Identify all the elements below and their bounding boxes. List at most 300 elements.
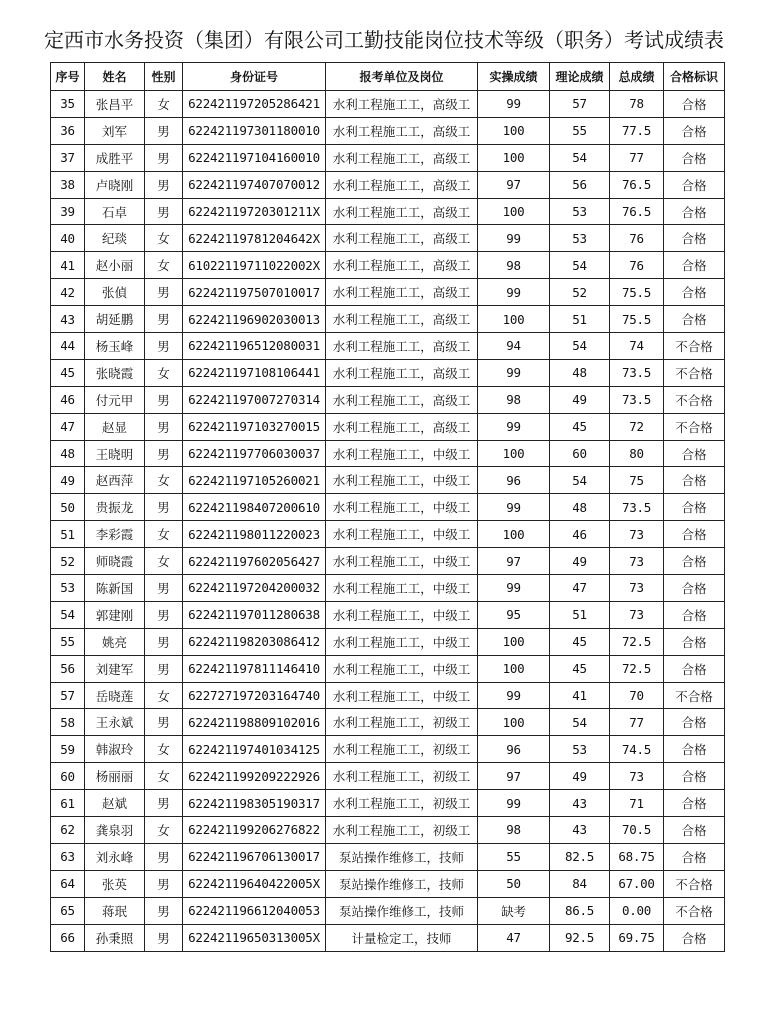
theory-score: 49 — [550, 763, 610, 790]
header-row — [51, 63, 725, 91]
gender: 女 — [145, 359, 183, 386]
practical-score: 99 — [478, 279, 550, 306]
pass-status: 合格 — [664, 790, 725, 817]
practical-score: 99 — [478, 359, 550, 386]
row-number: 53 — [51, 575, 85, 602]
pass-status: 合格 — [664, 763, 725, 790]
theory-score: 53 — [550, 198, 610, 225]
person-name: 石卓 — [85, 198, 145, 225]
row-number: 36 — [51, 117, 85, 144]
id-number: 622421197507010017 — [183, 279, 326, 306]
table-row — [51, 279, 725, 306]
unit-and-post: 水利工程施工工，高级工 — [326, 306, 478, 333]
person-name: 张晓霞 — [85, 359, 145, 386]
table-row — [51, 386, 725, 413]
id-number: 622421197103270015 — [183, 413, 326, 440]
person-name: 郭建刚 — [85, 601, 145, 628]
theory-score: 47 — [550, 575, 610, 602]
table-row — [51, 117, 725, 144]
unit-and-post: 水利工程施工工，中级工 — [326, 494, 478, 521]
total-score: 73.5 — [610, 494, 664, 521]
person-name: 杨玉峰 — [85, 333, 145, 360]
unit-and-post: 水利工程施工工，高级工 — [326, 117, 478, 144]
practical-score: 97 — [478, 548, 550, 575]
table-row — [51, 91, 725, 118]
pass-status: 不合格 — [664, 359, 725, 386]
table-row — [51, 548, 725, 575]
theory-score: 57 — [550, 91, 610, 118]
table-row — [51, 171, 725, 198]
id-number: 622421198407200610 — [183, 494, 326, 521]
theory-score: 49 — [550, 386, 610, 413]
unit-and-post: 水利工程施工工，中级工 — [326, 467, 478, 494]
unit-and-post: 水利工程施工工，中级工 — [326, 682, 478, 709]
theory-score: 86.5 — [550, 897, 610, 924]
gender: 女 — [145, 817, 183, 844]
theory-score: 60 — [550, 440, 610, 467]
theory-score: 48 — [550, 494, 610, 521]
unit-and-post: 水利工程施工工，高级工 — [326, 359, 478, 386]
practical-score: 94 — [478, 333, 550, 360]
id-number: 622421197104160010 — [183, 144, 326, 171]
pass-status: 合格 — [664, 225, 725, 252]
table-row — [51, 333, 725, 360]
total-score: 74 — [610, 333, 664, 360]
unit-and-post: 水利工程施工工，高级工 — [326, 333, 478, 360]
theory-score: 54 — [550, 333, 610, 360]
id-number: 622421198011220023 — [183, 521, 326, 548]
practical-score: 95 — [478, 601, 550, 628]
total-score: 76.5 — [610, 198, 664, 225]
practical-score: 100 — [478, 144, 550, 171]
practical-score: 100 — [478, 306, 550, 333]
practical-score: 96 — [478, 467, 550, 494]
total-score: 76 — [610, 225, 664, 252]
theory-score: 54 — [550, 467, 610, 494]
unit-and-post: 水利工程施工工，高级工 — [326, 91, 478, 118]
gender: 男 — [145, 897, 183, 924]
unit-and-post: 水利工程施工工，中级工 — [326, 628, 478, 655]
person-name: 王晓明 — [85, 440, 145, 467]
row-number: 46 — [51, 386, 85, 413]
table-row — [51, 870, 725, 897]
row-number: 49 — [51, 467, 85, 494]
row-number: 60 — [51, 763, 85, 790]
row-number: 43 — [51, 306, 85, 333]
person-name: 张英 — [85, 870, 145, 897]
row-number: 37 — [51, 144, 85, 171]
pass-status: 不合格 — [664, 413, 725, 440]
id-number: 622421197204200032 — [183, 575, 326, 602]
person-name: 张昌平 — [85, 91, 145, 118]
id-number: 62242119720301211X — [183, 198, 326, 225]
gender: 男 — [145, 413, 183, 440]
practical-score: 99 — [478, 575, 550, 602]
person-name: 刘建军 — [85, 655, 145, 682]
practical-score: 99 — [478, 225, 550, 252]
pass-status: 不合格 — [664, 682, 725, 709]
practical-score: 97 — [478, 171, 550, 198]
table-row — [51, 709, 725, 736]
practical-score: 47 — [478, 924, 550, 951]
table-row — [51, 897, 725, 924]
person-name: 王永斌 — [85, 709, 145, 736]
unit-and-post: 水利工程施工工，高级工 — [326, 413, 478, 440]
unit-and-post: 水利工程施工工，高级工 — [326, 386, 478, 413]
person-name: 张偵 — [85, 279, 145, 306]
gender: 男 — [145, 333, 183, 360]
pass-status: 合格 — [664, 91, 725, 118]
unit-and-post: 水利工程施工工，初级工 — [326, 709, 478, 736]
unit-and-post: 水利工程施工工，高级工 — [326, 171, 478, 198]
table-row — [51, 790, 725, 817]
gender: 女 — [145, 736, 183, 763]
total-score: 77 — [610, 709, 664, 736]
gender: 男 — [145, 171, 183, 198]
id-number: 622421196902030013 — [183, 306, 326, 333]
row-number: 55 — [51, 628, 85, 655]
pass-status: 合格 — [664, 575, 725, 602]
total-score: 67.00 — [610, 870, 664, 897]
table-row — [51, 575, 725, 602]
theory-score: 41 — [550, 682, 610, 709]
total-score: 80 — [610, 440, 664, 467]
theory-score: 45 — [550, 655, 610, 682]
practical-score: 100 — [478, 521, 550, 548]
person-name: 蒋珉 — [85, 897, 145, 924]
gender: 男 — [145, 494, 183, 521]
pass-status: 合格 — [664, 843, 725, 870]
id-number: 622421198809102016 — [183, 709, 326, 736]
theory-score: 92.5 — [550, 924, 610, 951]
id-number: 622421199209222926 — [183, 763, 326, 790]
header-total: 总成绩 — [610, 63, 664, 91]
total-score: 72.5 — [610, 655, 664, 682]
gender: 男 — [145, 386, 183, 413]
practical-score: 缺考 — [478, 897, 550, 924]
practical-score: 97 — [478, 763, 550, 790]
person-name: 杨丽丽 — [85, 763, 145, 790]
header-theory: 理论成绩 — [550, 63, 610, 91]
total-score: 72.5 — [610, 628, 664, 655]
person-name: 赵西萍 — [85, 467, 145, 494]
id-number: 622421197811146410 — [183, 655, 326, 682]
person-name: 韩淑玲 — [85, 736, 145, 763]
row-number: 62 — [51, 817, 85, 844]
person-name: 刘永峰 — [85, 843, 145, 870]
pass-status: 合格 — [664, 601, 725, 628]
row-number: 45 — [51, 359, 85, 386]
id-number: 622421197007270314 — [183, 386, 326, 413]
theory-score: 82.5 — [550, 843, 610, 870]
person-name: 岳晓莲 — [85, 682, 145, 709]
header-post: 报考单位及岗位 — [326, 63, 478, 91]
table-row — [51, 924, 725, 951]
pass-status: 合格 — [664, 198, 725, 225]
id-number: 622727197203164740 — [183, 682, 326, 709]
row-number: 56 — [51, 655, 85, 682]
row-number: 41 — [51, 252, 85, 279]
pass-status: 合格 — [664, 467, 725, 494]
unit-and-post: 泵站操作维修工，技师 — [326, 897, 478, 924]
total-score: 73.5 — [610, 386, 664, 413]
unit-and-post: 水利工程施工工，中级工 — [326, 575, 478, 602]
gender: 女 — [145, 467, 183, 494]
gender: 女 — [145, 521, 183, 548]
person-name: 贵振龙 — [85, 494, 145, 521]
practical-score: 100 — [478, 440, 550, 467]
person-name: 刘军 — [85, 117, 145, 144]
unit-and-post: 水利工程施工工，初级工 — [326, 817, 478, 844]
theory-score: 46 — [550, 521, 610, 548]
table-row — [51, 413, 725, 440]
row-number: 65 — [51, 897, 85, 924]
id-number: 622421196612040053 — [183, 897, 326, 924]
pass-status: 合格 — [664, 306, 725, 333]
gender: 男 — [145, 279, 183, 306]
total-score: 73 — [610, 521, 664, 548]
person-name: 付元甲 — [85, 386, 145, 413]
unit-and-post: 水利工程施工工，高级工 — [326, 144, 478, 171]
theory-score: 45 — [550, 628, 610, 655]
table-row — [51, 843, 725, 870]
pass-status: 合格 — [664, 144, 725, 171]
person-name: 姚亮 — [85, 628, 145, 655]
total-score: 75 — [610, 467, 664, 494]
total-score: 76 — [610, 252, 664, 279]
table-row — [51, 306, 725, 333]
pass-status: 合格 — [664, 440, 725, 467]
unit-and-post: 水利工程施工工，中级工 — [326, 655, 478, 682]
practical-score: 100 — [478, 628, 550, 655]
table-row — [51, 198, 725, 225]
row-number: 63 — [51, 843, 85, 870]
id-number: 622421197401034125 — [183, 736, 326, 763]
row-number: 39 — [51, 198, 85, 225]
header-sex: 性别 — [145, 63, 183, 91]
row-number: 58 — [51, 709, 85, 736]
practical-score: 100 — [478, 655, 550, 682]
practical-score: 96 — [478, 736, 550, 763]
unit-and-post: 水利工程施工工，高级工 — [326, 225, 478, 252]
unit-and-post: 水利工程施工工，中级工 — [326, 601, 478, 628]
practical-score: 100 — [478, 117, 550, 144]
header-name: 姓名 — [85, 63, 145, 91]
theory-score: 54 — [550, 144, 610, 171]
table-row — [51, 144, 725, 171]
gender: 男 — [145, 628, 183, 655]
id-number: 622421198203086412 — [183, 628, 326, 655]
person-name: 成胜平 — [85, 144, 145, 171]
total-score: 73 — [610, 763, 664, 790]
theory-score: 43 — [550, 817, 610, 844]
gender: 男 — [145, 655, 183, 682]
id-number: 622421197602056427 — [183, 548, 326, 575]
id-number: 622421196512080031 — [183, 333, 326, 360]
pass-status: 合格 — [664, 252, 725, 279]
practical-score: 99 — [478, 494, 550, 521]
theory-score: 84 — [550, 870, 610, 897]
row-number: 48 — [51, 440, 85, 467]
id-number: 622421197105260021 — [183, 467, 326, 494]
unit-and-post: 水利工程施工工，高级工 — [326, 279, 478, 306]
total-score: 75.5 — [610, 279, 664, 306]
row-number: 47 — [51, 413, 85, 440]
table-row — [51, 682, 725, 709]
pass-status: 合格 — [664, 521, 725, 548]
total-score: 73 — [610, 601, 664, 628]
theory-score: 51 — [550, 306, 610, 333]
table-row — [51, 225, 725, 252]
theory-score: 51 — [550, 601, 610, 628]
id-number: 622421199206276822 — [183, 817, 326, 844]
theory-score: 54 — [550, 709, 610, 736]
practical-score: 98 — [478, 817, 550, 844]
total-score: 70 — [610, 682, 664, 709]
id-number: 622421196706130017 — [183, 843, 326, 870]
table-row — [51, 359, 725, 386]
id-number: 61022119711022002X — [183, 252, 326, 279]
pass-status: 合格 — [664, 117, 725, 144]
total-score: 70.5 — [610, 817, 664, 844]
total-score: 0.00 — [610, 897, 664, 924]
total-score: 68.75 — [610, 843, 664, 870]
table-row — [51, 521, 725, 548]
person-name: 陈新国 — [85, 575, 145, 602]
row-number: 40 — [51, 225, 85, 252]
table-row — [51, 763, 725, 790]
pass-status: 合格 — [664, 817, 725, 844]
total-score: 74.5 — [610, 736, 664, 763]
theory-score: 49 — [550, 548, 610, 575]
gender: 男 — [145, 601, 183, 628]
unit-and-post: 水利工程施工工，高级工 — [326, 252, 478, 279]
pass-status: 合格 — [664, 279, 725, 306]
id-number: 622421197205286421 — [183, 91, 326, 118]
person-name: 纪琰 — [85, 225, 145, 252]
id-number: 62242119650313005X — [183, 924, 326, 951]
gender: 男 — [145, 144, 183, 171]
person-name: 李彩霞 — [85, 521, 145, 548]
id-number: 62242119640422005X — [183, 870, 326, 897]
pass-status: 不合格 — [664, 386, 725, 413]
gender: 男 — [145, 306, 183, 333]
table-row — [51, 494, 725, 521]
total-score: 76.5 — [610, 171, 664, 198]
unit-and-post: 水利工程施工工，中级工 — [326, 521, 478, 548]
row-number: 35 — [51, 91, 85, 118]
gender: 男 — [145, 575, 183, 602]
practical-score: 50 — [478, 870, 550, 897]
unit-and-post: 水利工程施工工，中级工 — [326, 548, 478, 575]
row-number: 61 — [51, 790, 85, 817]
person-name: 赵斌 — [85, 790, 145, 817]
table-row — [51, 628, 725, 655]
person-name: 胡延鹏 — [85, 306, 145, 333]
practical-score: 98 — [478, 386, 550, 413]
pass-status: 合格 — [664, 655, 725, 682]
theory-score: 48 — [550, 359, 610, 386]
gender: 男 — [145, 924, 183, 951]
row-number: 54 — [51, 601, 85, 628]
practical-score: 98 — [478, 252, 550, 279]
row-number: 64 — [51, 870, 85, 897]
theory-score: 53 — [550, 736, 610, 763]
gender: 女 — [145, 225, 183, 252]
id-number: 622421198305190317 — [183, 790, 326, 817]
unit-and-post: 水利工程施工工，高级工 — [326, 198, 478, 225]
id-number: 622421197706030037 — [183, 440, 326, 467]
gender: 女 — [145, 548, 183, 575]
row-number: 57 — [51, 682, 85, 709]
practical-score: 99 — [478, 790, 550, 817]
theory-score: 52 — [550, 279, 610, 306]
theory-score: 53 — [550, 225, 610, 252]
practical-score: 100 — [478, 198, 550, 225]
pass-status: 合格 — [664, 628, 725, 655]
table-row — [51, 601, 725, 628]
total-score: 75.5 — [610, 306, 664, 333]
table-row — [51, 817, 725, 844]
gender: 男 — [145, 790, 183, 817]
theory-score: 54 — [550, 252, 610, 279]
pass-status: 不合格 — [664, 897, 725, 924]
score-table — [50, 62, 725, 952]
unit-and-post: 泵站操作维修工，技师 — [326, 870, 478, 897]
unit-and-post: 水利工程施工工，中级工 — [326, 440, 478, 467]
id-number: 622421197301180010 — [183, 117, 326, 144]
gender: 男 — [145, 117, 183, 144]
gender: 男 — [145, 709, 183, 736]
row-number: 50 — [51, 494, 85, 521]
person-name: 赵小丽 — [85, 252, 145, 279]
row-number: 44 — [51, 333, 85, 360]
total-score: 72 — [610, 413, 664, 440]
total-score: 73.5 — [610, 359, 664, 386]
pass-status: 合格 — [664, 548, 725, 575]
practical-score: 55 — [478, 843, 550, 870]
unit-and-post: 水利工程施工工，初级工 — [326, 763, 478, 790]
pass-status: 合格 — [664, 494, 725, 521]
pass-status: 合格 — [664, 709, 725, 736]
gender: 男 — [145, 870, 183, 897]
total-score: 71 — [610, 790, 664, 817]
row-number: 51 — [51, 521, 85, 548]
row-number: 52 — [51, 548, 85, 575]
pass-status: 不合格 — [664, 870, 725, 897]
pass-status: 合格 — [664, 924, 725, 951]
gender: 男 — [145, 198, 183, 225]
theory-score: 55 — [550, 117, 610, 144]
gender: 女 — [145, 682, 183, 709]
gender: 女 — [145, 252, 183, 279]
header-no: 序号 — [51, 63, 85, 91]
practical-score: 100 — [478, 709, 550, 736]
id-number: 622421197011280638 — [183, 601, 326, 628]
total-score: 73 — [610, 548, 664, 575]
person-name: 孙秉照 — [85, 924, 145, 951]
total-score: 73 — [610, 575, 664, 602]
person-name: 卢晓刚 — [85, 171, 145, 198]
unit-and-post: 水利工程施工工，初级工 — [326, 736, 478, 763]
pass-status: 合格 — [664, 736, 725, 763]
pass-status: 不合格 — [664, 333, 725, 360]
pass-status: 合格 — [664, 171, 725, 198]
table-body — [51, 91, 725, 952]
gender: 男 — [145, 843, 183, 870]
id-number: 62242119781204642X — [183, 225, 326, 252]
unit-and-post: 泵站操作维修工，技师 — [326, 843, 478, 870]
